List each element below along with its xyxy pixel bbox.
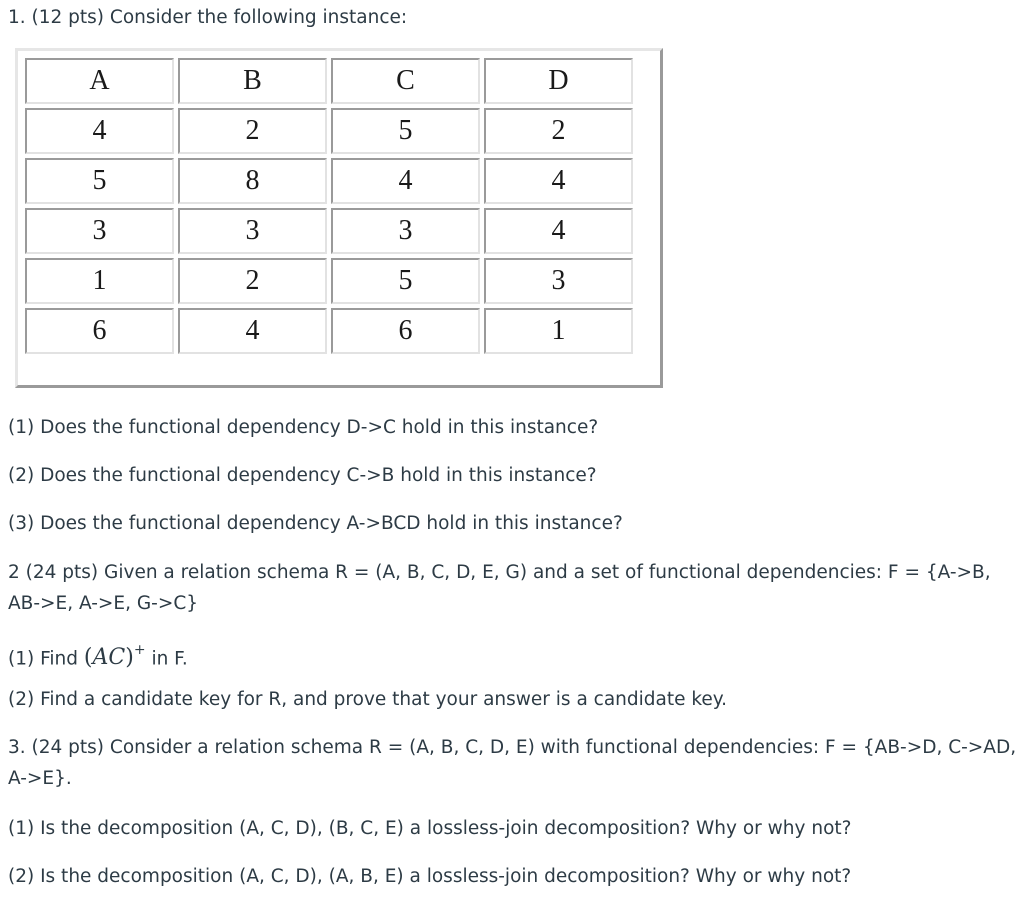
- table-cell: 1: [484, 308, 633, 354]
- question-3-heading-line-1: 3. (24 pts) Consider a relation schema R = (A, B, C, D, E) with functional dependencies: F = {AB->D, C->AD,: [8, 737, 1017, 758]
- table-cell: 3: [484, 258, 633, 304]
- instance-table: [21, 54, 637, 358]
- table-cell: 3: [178, 208, 327, 254]
- question-1-part-2: (2) Does the functional dependency C->B hold in this instance?: [8, 465, 597, 486]
- table-cell: 6: [331, 308, 480, 354]
- table-cell: 5: [331, 108, 480, 154]
- question-2-part-1-suffix: in F.: [151, 648, 188, 670]
- question-3-heading-line-2: A->E}.: [8, 768, 72, 789]
- question-3-part-2: (2) Is the decomposition (A, C, D), (A, B, E) a lossless-join decomposition? Why or why not?: [8, 866, 852, 887]
- table-cell: 4: [331, 158, 480, 204]
- table-cell: 2: [484, 108, 633, 154]
- table-header-row: [25, 58, 633, 104]
- table-row: [25, 108, 633, 154]
- question-2-part-1-prefix: (1) Find: [8, 648, 78, 670]
- question-2-heading-line-2: AB->E, A->E, G->C}: [8, 593, 199, 614]
- question-1-part-3: (3) Does the functional dependency A->BCD hold in this instance?: [8, 513, 623, 534]
- instance-table-frame: [15, 48, 663, 388]
- table-row: [25, 308, 633, 354]
- table-row: [25, 208, 633, 254]
- table-row: [25, 258, 633, 304]
- table-cell: 5: [331, 258, 480, 304]
- math-open-paren: (: [83, 645, 93, 671]
- math-close-paren: ): [125, 645, 134, 671]
- header-cell-a: A: [25, 58, 174, 104]
- question-2-heading-line-1: 2 (24 pts) Given a relation schema R = (A, B, C, D, E, G) and a set of functional dependencies: F = {A->B,: [8, 562, 991, 583]
- table-cell: 2: [178, 258, 327, 304]
- table-cell: 4: [178, 308, 327, 354]
- math-superscript: +: [133, 642, 146, 658]
- ac-closure-expression: [83, 642, 146, 671]
- question-2-part-2: (2) Find a candidate key for R, and prove that your answer is a candidate key.: [8, 689, 727, 710]
- question-3-part-1: (1) Is the decomposition (A, C, D), (B, C, E) a lossless-join decomposition? Why or why not?: [8, 818, 852, 839]
- question-1-part-1: (1) Does the functional dependency D->C hold in this instance?: [8, 417, 599, 438]
- header-cell-c: C: [331, 58, 480, 104]
- table-cell: 1: [25, 258, 174, 304]
- math-variable: AC: [92, 645, 126, 671]
- question-1-heading: 1. (12 pts) Consider the following instance:: [8, 7, 408, 28]
- table-cell: 6: [25, 308, 174, 354]
- question-2-part-1: [8, 639, 188, 672]
- table-cell: 4: [25, 108, 174, 154]
- header-cell-b: B: [178, 58, 327, 104]
- table-cell: 3: [25, 208, 174, 254]
- table-cell: 4: [484, 158, 633, 204]
- header-cell-d: D: [484, 58, 633, 104]
- table-cell: 8: [178, 158, 327, 204]
- table-cell: 5: [25, 158, 174, 204]
- table-cell: 2: [178, 108, 327, 154]
- table-cell: 4: [484, 208, 633, 254]
- table-row: [25, 158, 633, 204]
- table-cell: 3: [331, 208, 480, 254]
